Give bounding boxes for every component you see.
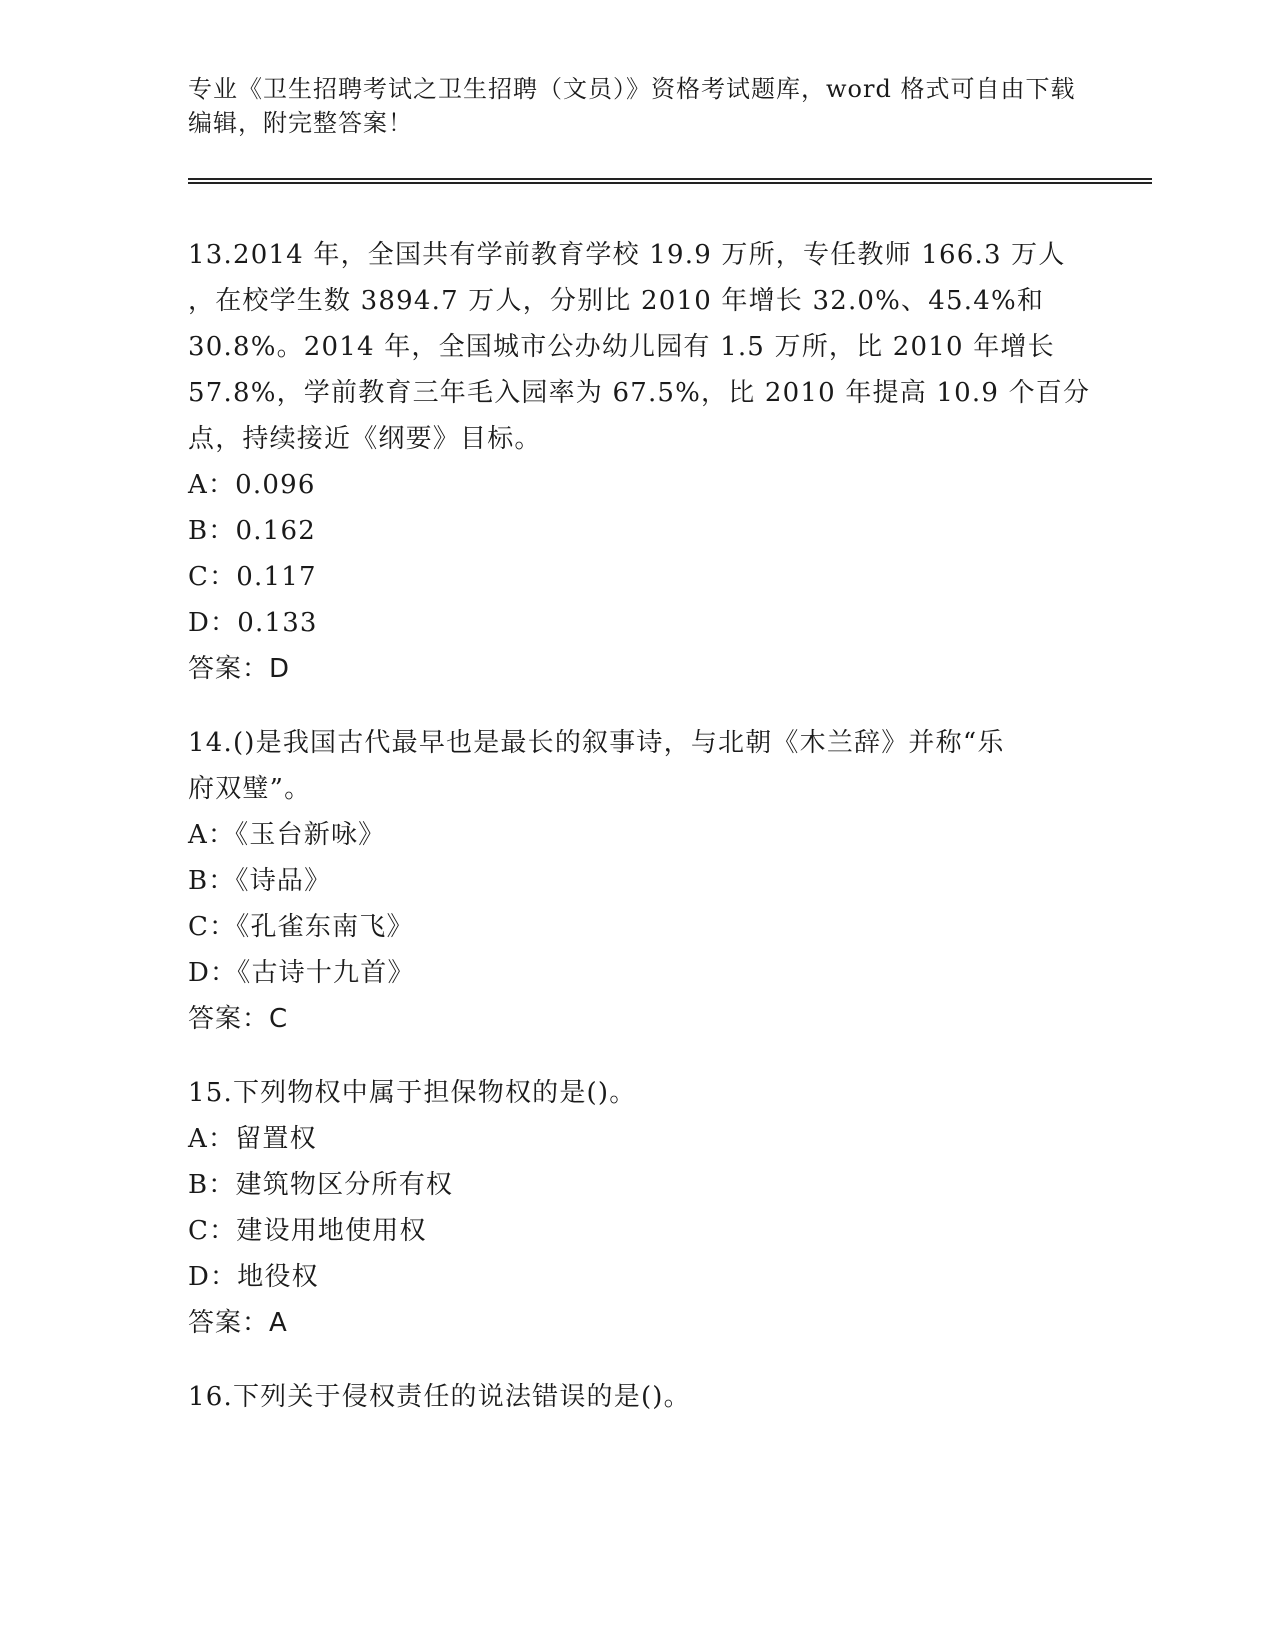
question-text: 13.2014 年，全国共有学前教育学校 19.9 万所，专任教师 166.3 万人 bbox=[188, 240, 1066, 270]
option-b: B：建筑物区分所有权 bbox=[188, 1170, 454, 1200]
option-a: A：留置权 bbox=[188, 1124, 317, 1154]
question-14 bbox=[188, 720, 1088, 1042]
question-text: 15.下列物权中属于担保物权的是()。 bbox=[188, 1078, 637, 1108]
header-line-1: 专业《卫生招聘考试之卫生招聘（文员）》资格考试题库，word 格式可自由下载 bbox=[188, 75, 1076, 103]
question-text: 30.8%。2014 年，全国城市公办幼儿园有 1.5 万所，比 2010 年增长 bbox=[188, 332, 1055, 362]
question-15 bbox=[188, 1070, 1088, 1346]
question-text: 14.()是我国古代最早也是最长的叙事诗，与北朝《木兰辞》并称“乐 bbox=[188, 728, 1005, 758]
option-c: C：建设用地使用权 bbox=[188, 1216, 427, 1246]
option-c: C：《孔雀东南飞》 bbox=[188, 912, 414, 942]
option-a: A：《玉台新咏》 bbox=[188, 820, 386, 850]
header-divider bbox=[188, 178, 1152, 184]
option-d: D：0.133 bbox=[188, 608, 318, 638]
option-b: B：《诗品》 bbox=[188, 866, 332, 896]
question-text: 16.下列关于侵权责任的说法错误的是()。 bbox=[188, 1382, 691, 1412]
option-d: D：地役权 bbox=[188, 1262, 319, 1292]
question-list bbox=[188, 232, 1091, 1448]
answer-line: 答案：C bbox=[188, 1004, 289, 1034]
question-text: ，在校学生数 3894.7 万人，分别比 2010 年增长 32.0%、45.4%和 bbox=[188, 286, 1045, 316]
option-c: C：0.117 bbox=[188, 562, 317, 592]
question-text: 点，持续接近《纲要》目标。 bbox=[188, 424, 542, 454]
answer-line: 答案：A bbox=[188, 1308, 288, 1338]
answer-line: 答案：D bbox=[188, 654, 291, 684]
question-text: 府双璧”。 bbox=[188, 774, 312, 804]
header-line-2: 编辑，附完整答案！ bbox=[188, 109, 413, 137]
option-a: A：0.096 bbox=[188, 470, 316, 500]
question-16 bbox=[188, 1374, 1088, 1420]
page-header bbox=[188, 72, 1088, 140]
question-13 bbox=[188, 232, 1091, 692]
option-b: B：0.162 bbox=[188, 516, 316, 546]
question-text: 57.8%，学前教育三年毛入园率为 67.5%，比 2010 年提高 10.9 个百分 bbox=[188, 378, 1091, 408]
option-d: D：《古诗十九首》 bbox=[188, 958, 415, 988]
